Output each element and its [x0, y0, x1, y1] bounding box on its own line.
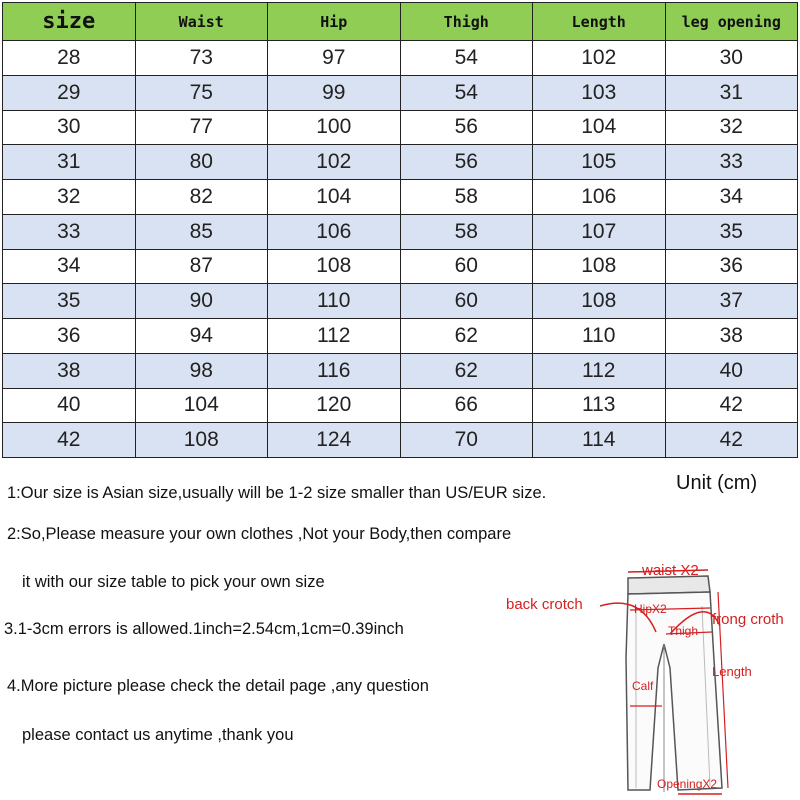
cell-length: 102: [533, 41, 666, 76]
cell-waist: 108: [135, 423, 268, 458]
cell-leg-opening: 42: [665, 423, 798, 458]
label-front-crotch: frong croth: [712, 611, 784, 628]
label-waist: waist X2: [642, 562, 699, 579]
cell-waist: 90: [135, 284, 268, 319]
cell-waist: 82: [135, 180, 268, 215]
table-row: [3, 249, 798, 284]
cell-size: 36: [3, 319, 136, 354]
size-table: [2, 2, 798, 458]
cell-length: 107: [533, 214, 666, 249]
cell-leg-opening: 36: [665, 249, 798, 284]
cell-thigh: 66: [400, 388, 533, 423]
cell-length: 106: [533, 180, 666, 215]
cell-waist: 77: [135, 110, 268, 145]
header-waist: Waist: [135, 3, 268, 41]
cell-leg-opening: 30: [665, 41, 798, 76]
table-row: [3, 145, 798, 180]
cell-thigh: 56: [400, 145, 533, 180]
cell-waist: 98: [135, 353, 268, 388]
cell-waist: 80: [135, 145, 268, 180]
note-3: 3.1-3cm errors is allowed.1inch=2.54cm,1cm=0.39inch: [4, 620, 404, 638]
cell-leg-opening: 40: [665, 353, 798, 388]
header-hip: Hip: [268, 3, 401, 41]
cell-hip: 104: [268, 180, 401, 215]
table-row: [3, 284, 798, 319]
cell-hip: 97: [268, 41, 401, 76]
cell-leg-opening: 42: [665, 388, 798, 423]
cell-hip: 110: [268, 284, 401, 319]
trousers-outline-icon: [500, 548, 800, 800]
cell-size: 31: [3, 145, 136, 180]
cell-leg-opening: 38: [665, 319, 798, 354]
header-size: size: [3, 3, 136, 41]
note-1: 1:Our size is Asian size,usually will be 1-2 size smaller than US/EUR size.: [7, 484, 547, 502]
note-4: 4.More picture please check the detail page ,any question: [7, 677, 429, 695]
cell-length: 112: [533, 353, 666, 388]
cell-thigh: 58: [400, 214, 533, 249]
label-back-crotch: back crotch: [506, 596, 583, 613]
cell-leg-opening: 33: [665, 145, 798, 180]
table-row: [3, 75, 798, 110]
note-4-continued: please contact us anytime ,thank you: [22, 726, 294, 744]
header-length: Length: [533, 3, 666, 41]
cell-length: 108: [533, 249, 666, 284]
cell-length: 113: [533, 388, 666, 423]
table-row: [3, 41, 798, 76]
label-calf: Calf: [632, 679, 654, 693]
cell-waist: 94: [135, 319, 268, 354]
cell-leg-opening: 31: [665, 75, 798, 110]
table-row: [3, 353, 798, 388]
cell-size: 34: [3, 249, 136, 284]
cell-thigh: 62: [400, 319, 533, 354]
cell-hip: 120: [268, 388, 401, 423]
table-row: [3, 423, 798, 458]
cell-length: 108: [533, 284, 666, 319]
cell-thigh: 58: [400, 180, 533, 215]
table-row: [3, 180, 798, 215]
table-row: [3, 388, 798, 423]
cell-thigh: 60: [400, 284, 533, 319]
cell-size: 29: [3, 75, 136, 110]
table-header-row: [3, 3, 798, 41]
note-2: 2:So,Please measure your own clothes ,Not your Body,then compare: [7, 525, 512, 543]
cell-length: 104: [533, 110, 666, 145]
cell-leg-opening: 37: [665, 284, 798, 319]
cell-hip: 108: [268, 249, 401, 284]
cell-hip: 116: [268, 353, 401, 388]
cell-waist: 87: [135, 249, 268, 284]
cell-waist: 85: [135, 214, 268, 249]
label-length: Length: [712, 664, 752, 679]
label-hip: HipX2: [634, 602, 667, 616]
cell-size: 38: [3, 353, 136, 388]
cell-thigh: 56: [400, 110, 533, 145]
table-row: [3, 214, 798, 249]
cell-hip: 100: [268, 110, 401, 145]
cell-hip: 106: [268, 214, 401, 249]
cell-length: 103: [533, 75, 666, 110]
unit-label: Unit (cm): [676, 472, 758, 494]
cell-size: 30: [3, 110, 136, 145]
cell-hip: 112: [268, 319, 401, 354]
cell-thigh: 54: [400, 41, 533, 76]
cell-thigh: 62: [400, 353, 533, 388]
cell-leg-opening: 35: [665, 214, 798, 249]
trousers-diagram: [500, 548, 800, 800]
cell-hip: 124: [268, 423, 401, 458]
cell-thigh: 70: [400, 423, 533, 458]
cell-size: 42: [3, 423, 136, 458]
cell-size: 32: [3, 180, 136, 215]
cell-length: 114: [533, 423, 666, 458]
label-opening: OpeningX2: [657, 777, 718, 791]
cell-leg-opening: 32: [665, 110, 798, 145]
note-2-continued: it with our size table to pick your own size: [22, 573, 325, 591]
cell-size: 40: [3, 388, 136, 423]
cell-waist: 75: [135, 75, 268, 110]
cell-size: 28: [3, 41, 136, 76]
cell-waist: 73: [135, 41, 268, 76]
cell-thigh: 60: [400, 249, 533, 284]
table-row: [3, 319, 798, 354]
cell-hip: 99: [268, 75, 401, 110]
cell-size: 35: [3, 284, 136, 319]
label-thigh: Thigh: [668, 624, 699, 638]
header-leg-opening: leg opening: [665, 3, 798, 41]
cell-hip: 102: [268, 145, 401, 180]
cell-length: 110: [533, 319, 666, 354]
cell-length: 105: [533, 145, 666, 180]
cell-thigh: 54: [400, 75, 533, 110]
cell-leg-opening: 34: [665, 180, 798, 215]
cell-size: 33: [3, 214, 136, 249]
header-thigh: Thigh: [400, 3, 533, 41]
table-row: [3, 110, 798, 145]
cell-waist: 104: [135, 388, 268, 423]
